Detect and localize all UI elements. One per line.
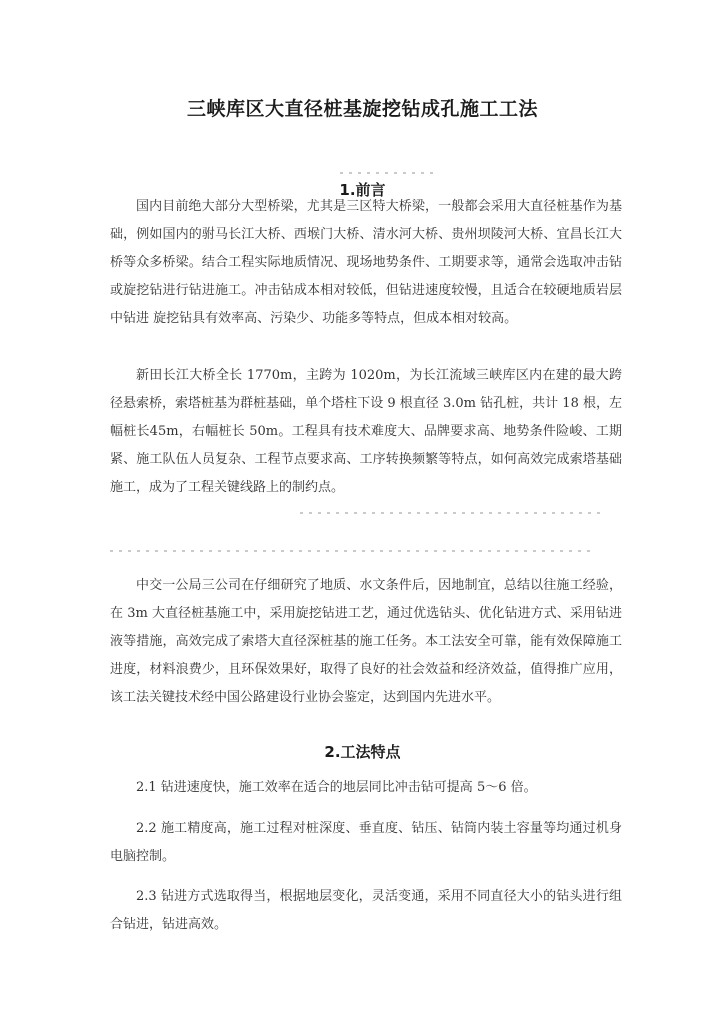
scan-noise — [300, 512, 600, 514]
scan-noise — [340, 172, 435, 174]
paragraph: 2.2 施工精度高，施工过程对桩深度、垂直度、钻压、钻筒内装土容量等均通过机身电脑控制。 — [110, 821, 622, 864]
paragraph: 2.1 钻进速度快，施工效率在适合的地层同比冲击钻可提高 5～6 倍。 — [136, 780, 537, 795]
paragraph: 2.3 钻进方式选取得当，根据地层变化，灵活变通，采用不同直径大小的钻头进行组合钻进，钻进高效。 — [110, 889, 622, 932]
paragraph: 中交一公局三公司在仔细研究了地质、水文条件后，因地制宜，总结以往施工经验，在 3m 大直径桩基施工中，采用旋挖钻进工艺，通过优选钻头、优化钻进方式、采用钻进液等措施，高效完成了索塔大直径深桩基的施工任务。本工法安全可靠，能有效保障施工进度，材料浪费少，且环保效果好，取得了良好的社会效益和经济效益，值得推广应用，该工法关键技术经中国公路建设行业协会鉴定，达到国内先进水平。 — [110, 578, 622, 705]
paragraph: 国内目前绝大部分大型桥梁，尤其是三区特大桥梁，一般都会采用大直径桩基作为基础，例如国内的驸马长江大桥、西堠门大桥、清水河大桥、贵州坝陵河大桥、宜昌长江大桥等众多桥梁。结合工程实际地质情况、现场地势条件、工期要求等，通常会选取冲击钻或旋挖钻进行钻进施工。冲击钻成本相对较低，但钻进速度较慢，且适合在较硬地质岩层中钻进 旋挖钻具有效率高、污染少、功能多等特点，但成本相对较高。 — [110, 199, 622, 326]
scan-noise — [110, 550, 590, 552]
document-title: 三峡库区大直径桩基旋挖钻成孔施工工法 — [186, 98, 538, 120]
paragraph: 新田长江大桥全长 1770m，主跨为 1020m，为长江流域三峡库区内在建的最大跨径悬索桥，索塔桩基为群桩基础，单个塔柱下设 9 根直径 3.0m 钻孔桩，共计 18 根，左幅桩长45m，右幅桩长 50m。工程具有技术难度大、品牌要求高、地势条件险峻、工期紧、施工队伍人员复杂、工程节点要求高、工序转换频繁等特点，如何高效完成索塔基础施工，成为了工程关键线路上的制约点。 — [110, 368, 622, 495]
section-heading-preface: 1.前言 — [339, 181, 386, 199]
section-heading-features: 2.工法特点 — [324, 743, 401, 761]
